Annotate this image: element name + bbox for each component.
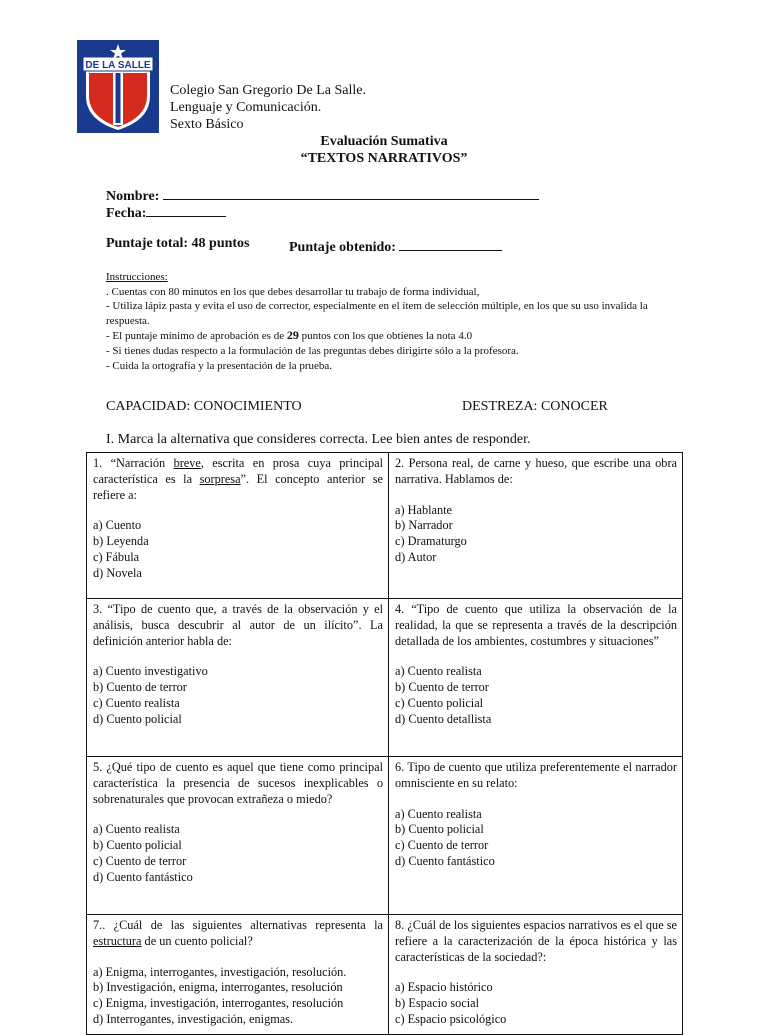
- option-a[interactable]: a) Hablante: [395, 502, 453, 517]
- question-1-options: [93, 518, 383, 581]
- option-d[interactable]: d) Cuento detallista: [395, 711, 492, 726]
- capacity-label: CAPACIDAD: CONOCIMIENTO: [106, 399, 302, 414]
- question-cell-7: [87, 915, 389, 1035]
- option-b[interactable]: b) Leyenda: [93, 534, 149, 549]
- question-6-text: 6. Tipo de cuento que utiliza preferentemente el narrador omnisciente en su relato:: [395, 760, 677, 790]
- question-cell-2: [389, 453, 683, 599]
- instruction-item: - Si tienes dudas respecto a la formulación de las preguntas debes dirigirte sólo a la profesora.: [106, 344, 519, 357]
- instruction-item: - Utiliza lápiz pasta y evita el uso de corrector, especialmente en el ítem de selección múltiple, en los que su uso invalida la respuesta.: [106, 300, 648, 327]
- school-name: Colegio San Gregorio De La Salle.: [170, 83, 366, 98]
- obtained-score-blank-line[interactable]: [399, 236, 502, 251]
- obtained-score-field[interactable]: [289, 236, 502, 256]
- grade-level: Sexto Básico: [170, 117, 244, 132]
- section-heading: I. Marca la alternativa que consideres correcta. Lee bien antes de responder.: [106, 432, 531, 447]
- option-d[interactable]: d) Interrogantes, investigación, enigmas.: [93, 1011, 294, 1026]
- instruction-item-pass-score: [106, 328, 686, 344]
- option-c[interactable]: c) Dramaturgo: [395, 534, 467, 549]
- question-3-options: [93, 664, 383, 727]
- name-label: Nombre:: [106, 189, 160, 204]
- pass-score-value: 29: [286, 328, 299, 343]
- obtained-score-label: Puntaje obtenido:: [289, 240, 396, 255]
- school-header: [170, 82, 366, 133]
- option-a[interactable]: a) Cuento realista: [395, 664, 482, 679]
- date-label: Fecha:: [106, 206, 147, 221]
- option-d[interactable]: d) Novela: [93, 565, 142, 580]
- subject-name: Lenguaje y Comunicación.: [170, 100, 322, 115]
- instructions-block: [106, 270, 686, 373]
- question-cell-6: [389, 757, 683, 915]
- question-cell-1: [87, 453, 389, 599]
- date-blank-line[interactable]: [146, 202, 226, 217]
- name-blank-line[interactable]: [163, 185, 539, 200]
- option-d[interactable]: d) Autor: [395, 549, 437, 564]
- question-8-text: 8. ¿Cuál de los siguientes espacios narrativos es el que se refiere a la caracterización de la época histórica y las características de la sociedad?:: [395, 918, 677, 964]
- total-score: Puntaje total: 48 puntos: [106, 236, 250, 251]
- instructions-title: Instrucciones:: [106, 271, 168, 283]
- option-c[interactable]: c) Cuento policial: [395, 695, 484, 710]
- option-b[interactable]: b) Investigación, enigma, interrogantes, resolución: [93, 980, 343, 995]
- date-field[interactable]: [106, 202, 226, 222]
- question-5-text: 5. ¿Qué tipo de cuento es aquel que tiene como principal característica la presencia de sucesos inexplicables o sobrenaturales que provocan extrañeza o miedo?: [93, 760, 383, 806]
- evaluation-title: “TEXTOS NARRATIVOS”: [300, 151, 468, 166]
- option-b[interactable]: b) Cuento policial: [93, 838, 182, 853]
- option-d[interactable]: d) Cuento fantástico: [395, 853, 495, 868]
- option-a[interactable]: a) Cuento investigativo: [93, 664, 208, 679]
- option-d[interactable]: d) Cuento policial: [93, 711, 182, 726]
- question-8-options: [395, 980, 677, 1027]
- question-4-text: 4. “Tipo de cuento que utiliza la observación de la realidad, la que se representa a través de la descripción detallada de los ambientes, costumbres y situaciones”: [395, 602, 677, 648]
- instruction-item: - Cuida la ortografía y la presentación de la prueba.: [106, 359, 333, 372]
- question-cell-8: [389, 915, 683, 1035]
- option-c[interactable]: c) Enigma, investigación, interrogantes, resolución: [93, 996, 344, 1011]
- option-c[interactable]: c) Cuento realista: [93, 695, 180, 710]
- question-cell-3: [87, 599, 389, 757]
- option-c[interactable]: c) Cuento de terror: [93, 853, 187, 868]
- option-c[interactable]: c) Espacio psicológico: [395, 1011, 507, 1026]
- option-b[interactable]: b) Cuento de terror: [93, 680, 187, 695]
- option-a[interactable]: a) Cuento realista: [93, 822, 180, 837]
- option-c[interactable]: c) Cuento de terror: [395, 838, 489, 853]
- question-2-text: 2. Persona real, de carne y hueso, que escribe una obra narrativa. Hablamos de:: [395, 456, 677, 486]
- option-a[interactable]: a) Cuento: [93, 518, 142, 533]
- question-7-text: 7.. ¿Cuál de las siguientes alternativas representa la estructura de un cuento policial?: [93, 918, 383, 948]
- question-5-options: [93, 822, 383, 885]
- option-b[interactable]: b) Cuento policial: [395, 822, 484, 837]
- questions-table: [86, 452, 683, 1035]
- question-7-options: [93, 965, 383, 1028]
- school-crest-logo: [77, 40, 159, 133]
- option-b[interactable]: b) Espacio social: [395, 996, 480, 1011]
- pass-score-prefix: - El puntaje mínimo de aprobación es de: [106, 330, 287, 343]
- question-cell-5: [87, 757, 389, 915]
- option-b[interactable]: b) Narrador: [395, 518, 453, 533]
- question-3-text: 3. “Tipo de cuento que, a través de la observación y el análisis, busca descubrir al autor de un ilícito”. La definición anterior habla de:: [93, 602, 383, 648]
- question-1-text: 1. “Narración breve, escrita en prosa cuya principal característica es la sorpresa”. El concepto anterior se refiere a:: [93, 456, 383, 502]
- instruction-item: . Cuentas con 80 minutos en los que debes desarrollar tu trabajo de forma individual,: [106, 285, 480, 298]
- option-b[interactable]: b) Cuento de terror: [395, 680, 489, 695]
- question-2-options: [395, 503, 677, 566]
- skill-label: DESTREZA: CONOCER: [462, 399, 608, 414]
- question-6-options: [395, 807, 677, 870]
- option-d[interactable]: d) Cuento fantástico: [93, 869, 193, 884]
- option-a[interactable]: a) Cuento realista: [395, 806, 482, 821]
- option-c[interactable]: c) Fábula: [93, 549, 140, 564]
- evaluation-type: Evaluación Sumativa: [320, 134, 448, 149]
- pass-score-suffix: puntos con los que obtienes la nota 4.0: [298, 330, 473, 343]
- option-a[interactable]: a) Enigma, interrogantes, investigación, resolución.: [93, 964, 347, 979]
- question-4-options: [395, 664, 677, 727]
- question-cell-4: [389, 599, 683, 757]
- option-a[interactable]: a) Espacio histórico: [395, 980, 493, 995]
- crest-banner-text: DE LA SALLE: [85, 60, 151, 71]
